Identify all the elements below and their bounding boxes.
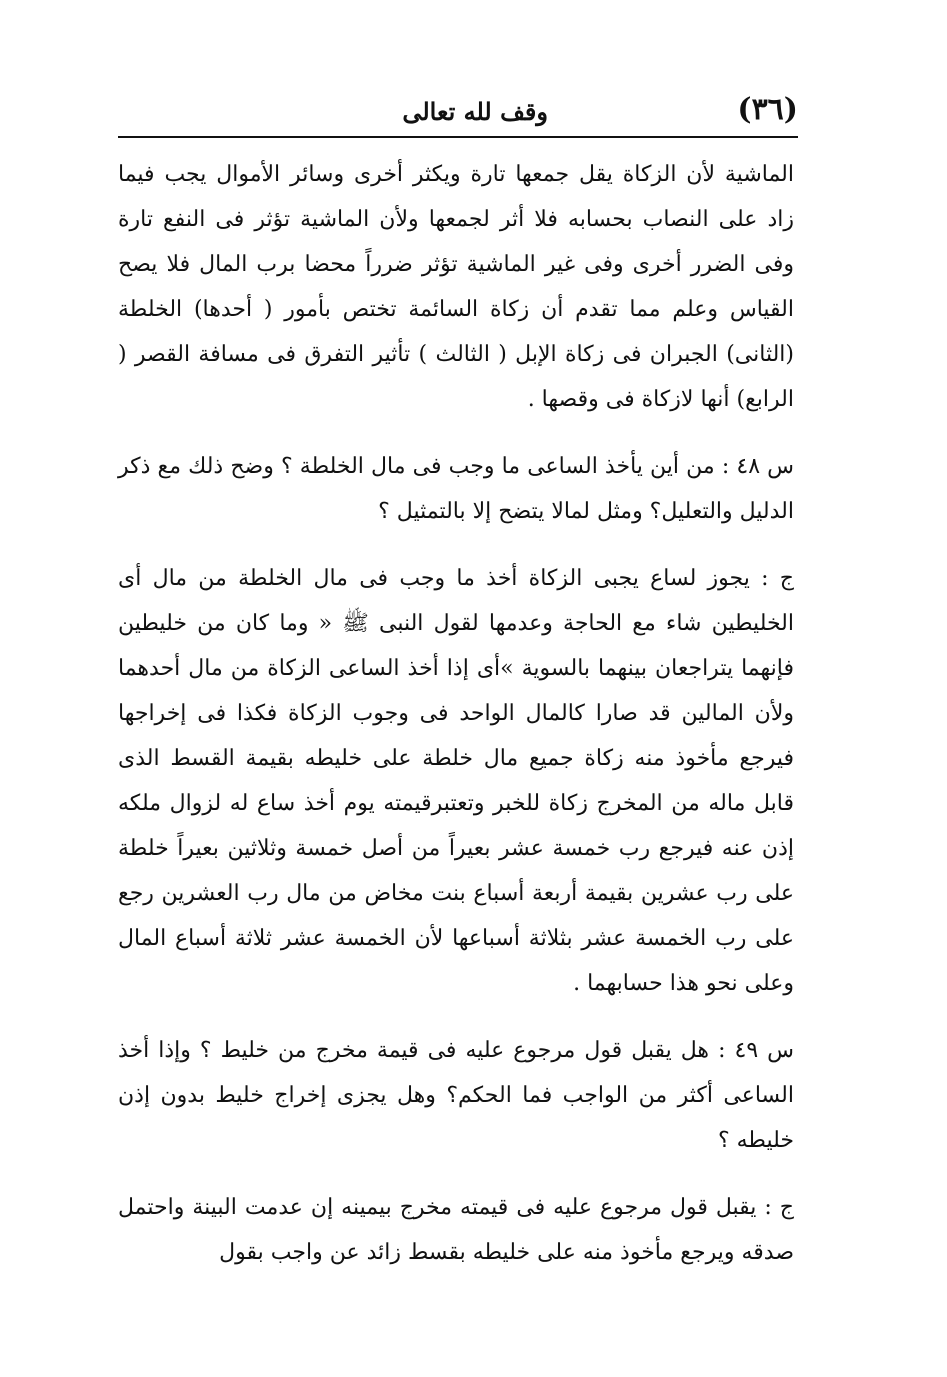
answer-48 [118, 556, 794, 1006]
question-label: س ٤٩ : [718, 1038, 795, 1063]
question-label: س ٤٨ : [721, 454, 794, 479]
body-text [118, 152, 794, 1275]
question-48 [118, 444, 794, 534]
answer-text: يجوز لساع يجبى الزكاة أخذ ما وجب فى مال الخلطة من مال أى الخليطين شاء مع الحاجة وعدمها لقول النبى ﷺ « وما كان من خليطين فإنهما يتراجعان بينهما بالسوية »أى إذا أخذ الساعى الزكاة من مال أحدهما ولأن المالين قد صارا كالمال الواحد فى وجوب الزكاة فكذا فى إخراجها فيرجع مأخوذ منه زكاة جميع مال خلطة على خليطه بقيمة القسط الذى قابل ماله من المخرج زكاة للخبر وتعتبرقيمته يوم أخذ ساع له لزوال ملكه إذن عنه فيرجع رب خمسة عشر بعيراً من أصل خمسة وثلاثين بعيراً خلطة على رب عشرين بقيمة أربعة أسباع بنت مخاض من مال رب العشرين رجع على رب الخمسة عشر بثلاثة أسباعها لأن الخمسة عشر ثلاثة أسباع المال وعلى نحو هذا حسابهما . [118, 566, 794, 996]
question-49 [118, 1028, 794, 1163]
answer-label: ج : [764, 1195, 795, 1220]
page-header [118, 88, 798, 134]
paragraph-continuation [118, 152, 794, 422]
header-rule [118, 136, 798, 138]
answer-label: ج : [761, 566, 794, 591]
running-title: وقف لله تعالى [402, 97, 548, 126]
answer-49 [118, 1185, 794, 1275]
page-number: (٣٦) [737, 92, 798, 127]
question-text: هل يقبل قول مرجوع عليه فى قيمة مخرج من خليط ؟ وإذا أخذ الساعى أكثر من الواجب فما الحكم؟ وهل يجزى إخراج خليط بدون إذن خليطه ؟ [118, 1038, 794, 1153]
answer-text: يقبل قول مرجوع عليه فى قيمته مخرج بيمينه إن عدمت البينة واحتمل صدقه ويرجع مأخوذ منه على خليطه بقسط زائد عن واجب بقول [118, 1195, 794, 1265]
question-text: من أين يأخذ الساعى ما وجب فى مال الخلطة ؟ وضح ذلك مع ذكر الدليل والتعليل؟ ومثل لمالا يتضح إلا بالتمثيل ؟ [118, 454, 794, 524]
paragraph-text: الماشية لأن الزكاة يقل جمعها تارة ويكثر أخرى وسائر الأموال يجب فيما زاد على النصاب بحسابه فلا أثر لجمعها ولأن الماشية تؤثر فى النفع تارة وفى الضرر أخرى وفى غير الماشية تؤثر ضرراً محضا برب المال فلا يصح القياس وعلم مما تقدم أن زكاة السائمة تختص بأمور ( أحدها) الخلطة (الثانى) الجبران فى زكاة الإبل ( الثالث ) تأثير التفرق فى مسافة القصر ( الرابع) أنها لازكاة فى وقصها . [118, 162, 794, 412]
